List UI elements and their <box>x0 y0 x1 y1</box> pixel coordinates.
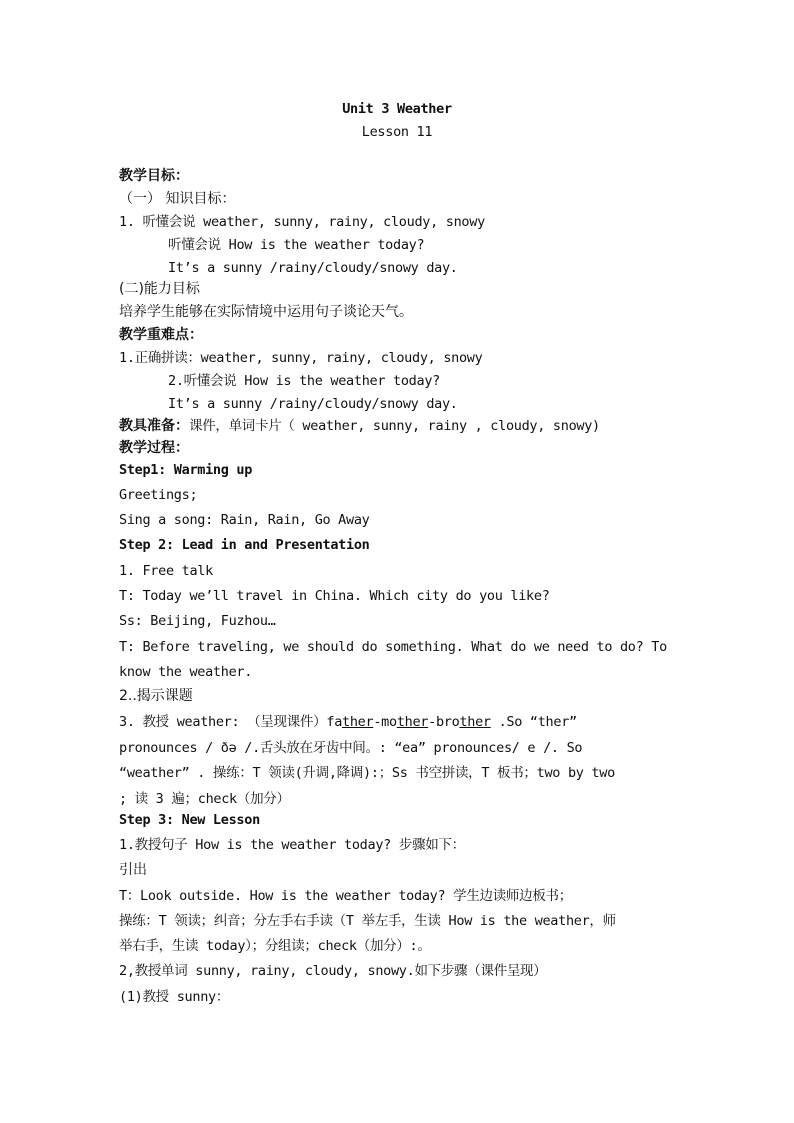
step1-line-2: Sing a song: Rain, Rain, Go Away <box>119 512 370 528</box>
ability-goals-text: 培养学生能够在实际情境中运用句子谈论天气。 <box>119 304 413 320</box>
materials-label: 教具准备： <box>119 418 189 434</box>
step1-line-1: Greetings; <box>119 487 198 503</box>
knowledge-goal-3: It’s a sunny /rainy/cloudy/snowy day. <box>168 260 458 276</box>
underlined-ther-3: ther <box>459 714 491 730</box>
underlined-ther-1: ther <box>342 714 374 730</box>
step2-line-9: “weather” . 操练：T 领读(升调,降调):；Ss 书空拼读，T 板书；two by two <box>119 765 615 781</box>
ability-goals-heading: (二)能力目标 <box>119 281 200 297</box>
materials-text: 课件，单词卡片（ weather, sunny, rainy , cloudy, snowy) <box>189 418 600 434</box>
step2-line-3-visible: Ss: Beijing, Fuzhou… <box>119 613 276 629</box>
document-subtitle: Lesson 11 <box>361 124 433 140</box>
step2-line-6: 2..揭示课题 <box>119 688 193 704</box>
materials-line <box>119 417 600 435</box>
step3-line-4: 操练：T 领读；纠音；分左手右手读（T 举左手，生读 How is the weather，师 <box>119 913 616 929</box>
step3-line-7: (1)教授 sunny： <box>119 989 230 1005</box>
step2-line-10: ; 读 3 遍；check（加分） <box>119 791 290 807</box>
step3-heading: Step 3: New Lesson <box>119 812 260 828</box>
step3-line-1: 1.教授句子 How is the weather today? 步骤如下： <box>119 837 465 853</box>
step3-line-6: 2,教授单词 sunny, rainy, cloudy, snowy.如下步骤（课件呈现） <box>119 963 547 979</box>
step2-line-7 <box>119 713 577 731</box>
word-mo: -mo <box>373 714 397 730</box>
ther-note: .So “ther” <box>490 714 577 730</box>
key-point-3: It’s a sunny /rainy/cloudy/snowy day. <box>168 396 458 412</box>
word-bro: -bro <box>428 714 460 730</box>
knowledge-goals-heading: （一） 知识目标： <box>119 191 236 207</box>
step2-line-4: T: Before traveling, we should do something. What do we need to do? To <box>119 639 667 655</box>
key-points-heading: 教学重难点： <box>119 327 203 343</box>
weather-intro-text: 3. 教授 weather: （呈现课件）fa <box>119 714 343 730</box>
step2-line-1: 1. Free talk <box>119 563 213 579</box>
knowledge-goal-1: 1. 听懂会说 weather, sunny, rainy, cloudy, snowy <box>119 214 485 230</box>
underlined-ther-2: ther <box>396 714 429 730</box>
step2-line-5: know the weather. <box>119 664 253 680</box>
key-point-1: 1.正确拼读：weather, sunny, rainy, cloudy, snowy <box>119 350 483 366</box>
key-point-2: 2.听懂会说 How is the weather today? <box>168 373 440 389</box>
step3-line-3: T：Look outside. How is the weather today? 学生边读师边板书； <box>119 888 572 904</box>
goals-heading: 教学目标： <box>119 168 189 184</box>
step3-line-2: 引出 <box>119 862 147 878</box>
step1-heading: Step1: Warming up <box>119 462 253 478</box>
process-heading: 教学过程： <box>119 440 189 456</box>
step2-heading: Step 2: Lead in and Presentation <box>119 537 370 553</box>
document-title: Unit 3 Weather <box>342 101 452 117</box>
step2-line-8: pronounces / ðə /.舌头放在牙齿中间。: “ea” pronounces/ e /. So <box>119 740 583 756</box>
step3-line-5: 举右手，生读 today）；分组读；check（加分）:。 <box>119 938 431 954</box>
knowledge-goal-2: 听懂会说 How is the weather today? <box>168 237 425 253</box>
step2-line-2: T: Today we’ll travel in China. Which city do you like? <box>119 588 550 604</box>
